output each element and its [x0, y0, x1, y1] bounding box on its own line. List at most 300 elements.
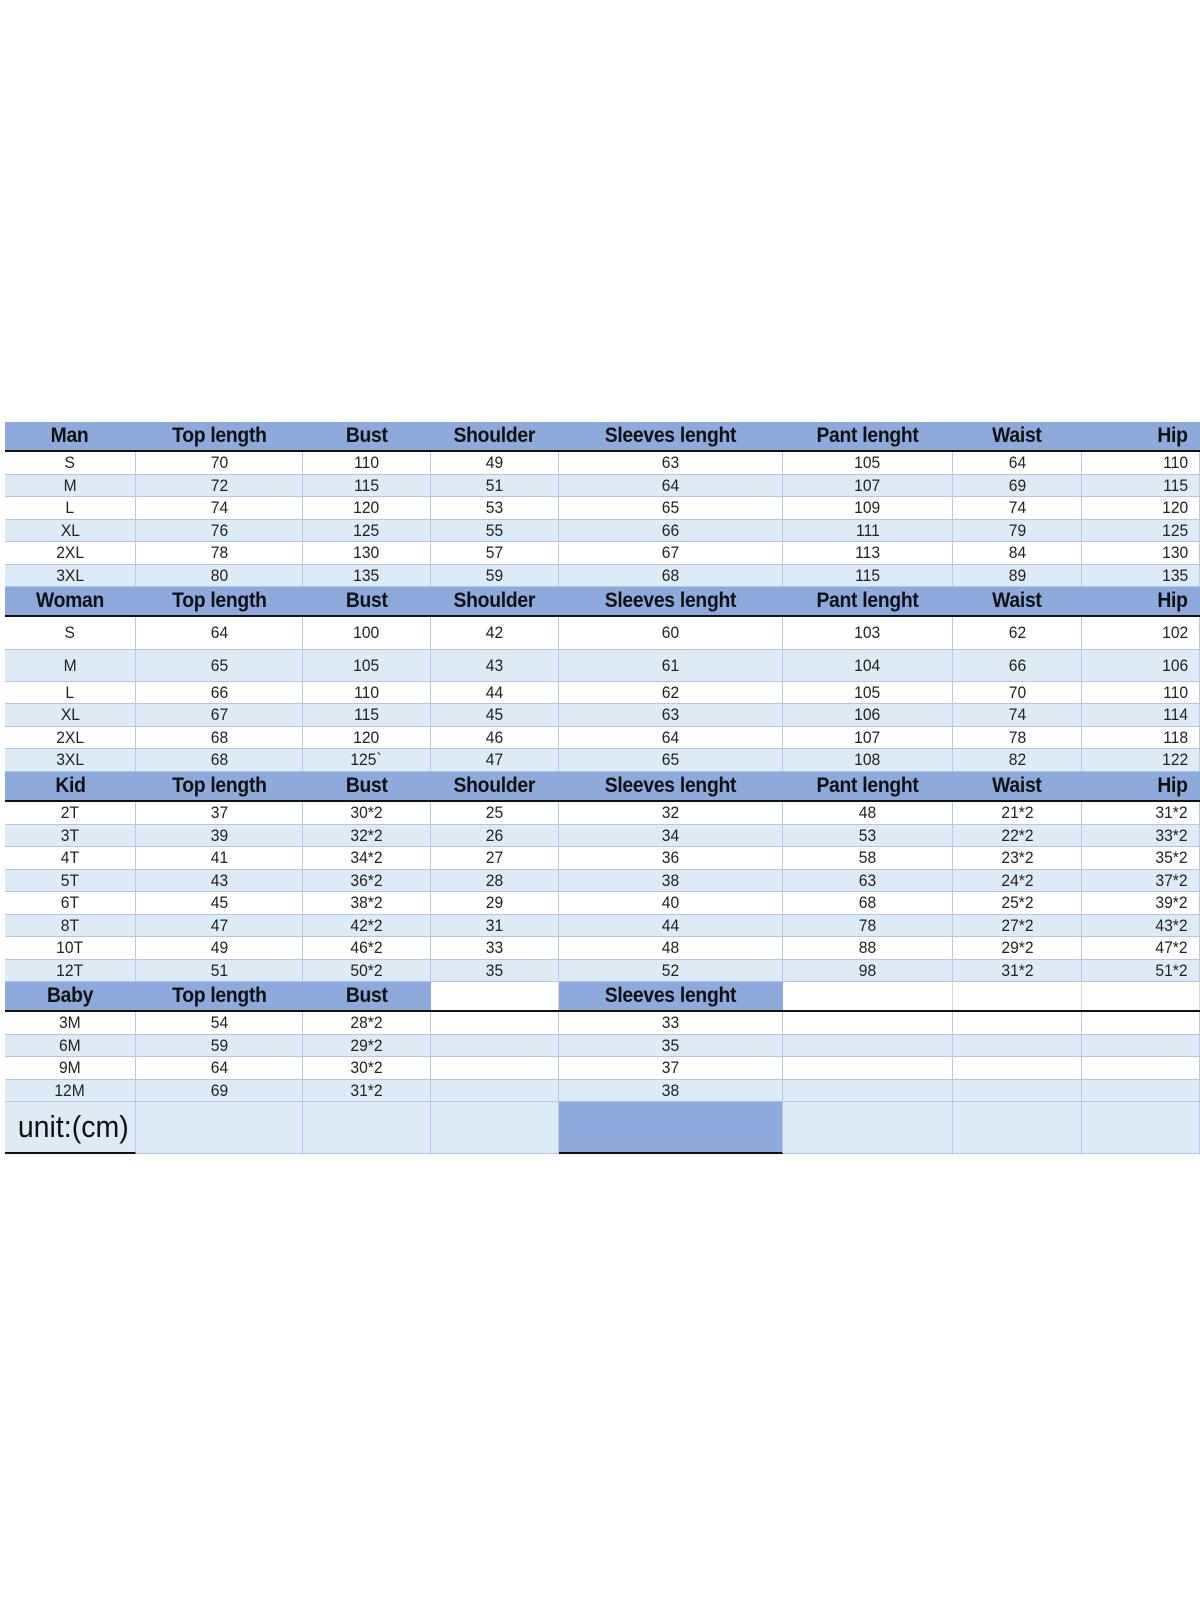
table-cell[interactable] [431, 475, 559, 497]
column-header-label: Sleeves lenght [604, 589, 737, 612]
table-cell[interactable] [5, 1080, 136, 1102]
cell-value: 68 [210, 727, 228, 747]
table-cell[interactable] [953, 727, 1082, 749]
cell-value: 68 [210, 750, 228, 769]
table-cell[interactable] [559, 1057, 783, 1080]
woman-header-cell[interactable] [783, 587, 953, 615]
table-cell[interactable] [783, 892, 953, 915]
empty-cell[interactable] [783, 1102, 953, 1154]
table-cell[interactable] [136, 542, 303, 565]
cell-value: 63 [858, 870, 877, 890]
kid-header-cell[interactable] [136, 772, 303, 800]
table-row [5, 825, 1200, 847]
table-cell[interactable] [953, 497, 1082, 520]
column-header-label: Hip [1157, 424, 1188, 447]
column-header-label: Bust [345, 984, 388, 1007]
table-cell[interactable] [303, 1057, 431, 1080]
man-header-cell[interactable] [953, 422, 1082, 450]
cell-value: 103 [854, 623, 881, 642]
table-row [5, 452, 1200, 475]
table-cell[interactable] [1082, 1035, 1200, 1057]
column-header-label: Waist [992, 589, 1042, 612]
table-cell[interactable] [559, 650, 783, 682]
table-cell[interactable] [136, 475, 303, 497]
table-cell[interactable] [559, 617, 783, 650]
column-header-label: Pant lenght [816, 424, 919, 447]
table-cell[interactable] [953, 915, 1082, 937]
table-cell[interactable] [559, 749, 783, 772]
cell-value: 27*2 [1000, 915, 1034, 935]
table-cell[interactable] [431, 542, 559, 565]
table-cell[interactable] [559, 802, 783, 825]
cell-value: 64 [210, 1058, 228, 1077]
table-cell[interactable] [5, 542, 136, 565]
table-cell[interactable] [303, 802, 431, 825]
table-cell[interactable] [559, 520, 783, 542]
highlighted-empty-cell[interactable] [559, 1102, 783, 1154]
table-row [5, 497, 1200, 520]
table-cell[interactable] [303, 497, 431, 520]
cell-value: 65 [210, 655, 228, 675]
table-cell[interactable] [136, 825, 303, 847]
table-cell[interactable] [953, 847, 1082, 870]
table-cell[interactable] [431, 1057, 559, 1080]
table-cell[interactable] [303, 1012, 431, 1035]
kid-header-cell[interactable] [5, 772, 136, 800]
table-cell[interactable] [136, 497, 303, 520]
empty-cell[interactable] [1082, 1102, 1200, 1154]
table-cell[interactable] [953, 650, 1082, 682]
table-cell[interactable] [5, 749, 136, 772]
kid-header-cell[interactable] [559, 772, 783, 800]
table-cell[interactable] [953, 870, 1082, 892]
table-cell[interactable] [5, 825, 136, 847]
table-cell[interactable] [5, 892, 136, 915]
table-cell[interactable] [559, 542, 783, 565]
table-cell[interactable] [559, 497, 783, 520]
table-cell[interactable] [136, 727, 303, 749]
unit-label: unit:(cm) [17, 1109, 129, 1144]
kid-header-cell[interactable] [953, 772, 1082, 800]
table-cell[interactable] [431, 1035, 559, 1057]
cell-value: XL [60, 705, 80, 724]
table-cell[interactable] [136, 802, 303, 825]
table-row [5, 1012, 1200, 1035]
table-cell[interactable] [953, 1080, 1082, 1102]
table-cell[interactable] [1082, 565, 1200, 587]
table-cell[interactable] [1082, 542, 1200, 565]
table-cell[interactable] [431, 892, 559, 915]
table-cell[interactable] [783, 847, 953, 870]
table-cell[interactable] [783, 1080, 953, 1102]
table-cell[interactable] [559, 1035, 783, 1057]
table-cell[interactable] [136, 1080, 303, 1102]
table-cell[interactable] [783, 960, 953, 982]
table-cell[interactable] [783, 704, 953, 727]
table-cell[interactable] [136, 960, 303, 982]
table-cell[interactable] [559, 915, 783, 937]
table-cell[interactable] [431, 825, 559, 847]
table-cell[interactable] [136, 915, 303, 937]
table-cell[interactable] [559, 452, 783, 475]
table-cell[interactable] [783, 1012, 953, 1035]
cell-value: 106 [854, 705, 881, 724]
table-cell[interactable] [303, 650, 431, 682]
woman-header-cell[interactable] [136, 587, 303, 615]
table-cell[interactable] [431, 650, 559, 682]
table-cell[interactable] [953, 565, 1082, 587]
table-cell[interactable] [1082, 475, 1200, 497]
cell-value: 35*2 [1155, 848, 1188, 867]
column-header-label: Shoulder [453, 589, 536, 612]
table-row [5, 847, 1200, 870]
table-cell[interactable] [559, 727, 783, 749]
cell-value: 38 [661, 1080, 680, 1100]
table-cell[interactable] [1082, 497, 1200, 520]
empty-cell[interactable] [303, 1102, 431, 1154]
table-cell[interactable] [953, 617, 1082, 650]
table-cell[interactable] [431, 1012, 559, 1035]
table-cell[interactable] [1082, 960, 1200, 982]
baby-header-cell[interactable] [5, 982, 136, 1010]
table-cell[interactable] [136, 704, 303, 727]
woman-header-cell[interactable] [559, 587, 783, 615]
table-cell[interactable] [1082, 650, 1200, 682]
cell-value: 65 [661, 498, 680, 517]
cell-value: 31*2 [1000, 960, 1034, 980]
baby-header-cell[interactable] [953, 982, 1082, 1010]
table-cell[interactable] [559, 565, 783, 587]
cell-value: 125 [1161, 520, 1188, 540]
table-cell[interactable] [953, 475, 1082, 497]
table-cell[interactable] [5, 960, 136, 982]
table-cell[interactable] [953, 1012, 1082, 1035]
table-cell[interactable] [559, 1080, 783, 1102]
table-cell[interactable] [953, 825, 1082, 847]
table-cell[interactable] [136, 1057, 303, 1080]
table-cell[interactable] [303, 565, 431, 587]
table-cell[interactable] [559, 825, 783, 847]
table-cell[interactable] [783, 520, 953, 542]
table-cell[interactable] [953, 452, 1082, 475]
table-cell[interactable] [783, 617, 953, 650]
table-cell[interactable] [953, 960, 1082, 982]
table-cell[interactable] [303, 1080, 431, 1102]
table-cell[interactable] [431, 870, 559, 892]
baby-header-cell[interactable] [1082, 982, 1200, 1010]
cell-value: 34*2 [350, 848, 383, 867]
table-cell[interactable] [1082, 749, 1200, 772]
table-cell[interactable] [136, 937, 303, 960]
table-cell[interactable] [431, 497, 559, 520]
table-cell[interactable] [136, 892, 303, 915]
baby-header-cell[interactable] [136, 982, 303, 1010]
table-cell[interactable] [5, 497, 136, 520]
cell-value: 78 [210, 543, 228, 562]
table-cell[interactable] [559, 847, 783, 870]
table-cell[interactable] [1082, 520, 1200, 542]
table-cell[interactable] [5, 617, 136, 650]
table-cell[interactable] [431, 915, 559, 937]
column-header-label: Shoulder [453, 774, 536, 797]
cell-value: 74 [1008, 498, 1026, 517]
table-cell[interactable] [136, 870, 303, 892]
cell-value: 39*2 [1155, 893, 1188, 912]
table-cell[interactable] [953, 1035, 1082, 1057]
table-cell[interactable] [783, 915, 953, 937]
table-cell[interactable] [783, 565, 953, 587]
table-cell[interactable] [783, 475, 953, 497]
column-header-label: Woman [35, 589, 105, 612]
cell-value: 27 [485, 848, 504, 867]
table-cell[interactable] [303, 749, 431, 772]
man-header-cell[interactable] [136, 422, 303, 450]
table-cell[interactable] [1082, 825, 1200, 847]
table-cell[interactable] [136, 1012, 303, 1035]
cell-value: 66 [1008, 655, 1026, 675]
table-cell[interactable] [559, 892, 783, 915]
cell-value: 55 [485, 520, 504, 540]
cell-value: 4T [60, 848, 80, 867]
table-cell[interactable] [1082, 452, 1200, 475]
table-cell[interactable] [136, 565, 303, 587]
empty-cell[interactable] [431, 1102, 559, 1154]
cell-value: 29*2 [350, 1035, 383, 1055]
cell-value: 23*2 [1000, 848, 1034, 867]
table-cell[interactable] [953, 682, 1082, 704]
table-cell[interactable] [783, 452, 953, 475]
table-cell[interactable] [953, 520, 1082, 542]
column-header-label: Top length [171, 424, 267, 447]
cell-value: 107 [854, 727, 881, 747]
baby-header-cell[interactable] [559, 982, 783, 1010]
column-header-label: Hip [1157, 589, 1188, 612]
table-cell[interactable] [783, 870, 953, 892]
table-cell[interactable] [1082, 727, 1200, 749]
cell-value: 66 [210, 682, 228, 702]
column-header-label: Pant lenght [816, 774, 919, 797]
table-cell[interactable] [303, 825, 431, 847]
table-cell[interactable] [303, 452, 431, 475]
table-cell[interactable] [783, 825, 953, 847]
table-cell[interactable] [559, 937, 783, 960]
cell-value: 61 [661, 655, 680, 675]
cell-value: 110 [354, 453, 379, 472]
baby-header-cell[interactable] [303, 982, 431, 1010]
table-row [5, 565, 1200, 587]
column-header-label: Bust [345, 589, 388, 612]
table-cell[interactable] [5, 475, 136, 497]
table-cell[interactable] [783, 1035, 953, 1057]
table-cell[interactable] [136, 749, 303, 772]
table-cell[interactable] [303, 727, 431, 749]
table-cell[interactable] [431, 802, 559, 825]
table-cell[interactable] [783, 682, 953, 704]
table-cell[interactable] [303, 960, 431, 982]
table-cell[interactable] [1082, 1057, 1200, 1080]
table-cell[interactable] [136, 650, 303, 682]
table-cell[interactable] [431, 452, 559, 475]
table-cell[interactable] [5, 937, 136, 960]
table-cell[interactable] [783, 937, 953, 960]
table-cell[interactable] [431, 749, 559, 772]
table-cell[interactable] [1082, 915, 1200, 937]
table-cell[interactable] [559, 475, 783, 497]
table-cell[interactable] [431, 617, 559, 650]
cell-value: 64 [1008, 453, 1026, 472]
table-cell[interactable] [136, 1035, 303, 1057]
table-cell[interactable] [559, 682, 783, 704]
woman-header-cell[interactable] [1082, 587, 1200, 615]
cell-value: 59 [210, 1035, 228, 1055]
table-cell[interactable] [431, 727, 559, 749]
table-row [5, 892, 1200, 915]
table-cell[interactable] [303, 617, 431, 650]
table-cell[interactable] [559, 870, 783, 892]
table-cell[interactable] [303, 1035, 431, 1057]
column-header-label: Top length [171, 589, 267, 612]
table-cell[interactable] [783, 1057, 953, 1080]
table-cell[interactable] [431, 1080, 559, 1102]
table-cell[interactable] [5, 1035, 136, 1057]
table-cell[interactable] [1082, 937, 1200, 960]
cell-value: 3XL [56, 750, 84, 769]
cell-value: 29*2 [1000, 938, 1034, 957]
table-cell[interactable] [5, 452, 136, 475]
table-cell[interactable] [953, 937, 1082, 960]
table-cell[interactable] [783, 749, 953, 772]
kid-header-cell[interactable] [431, 772, 559, 800]
table-cell[interactable] [5, 915, 136, 937]
table-cell[interactable] [559, 960, 783, 982]
man-header-cell[interactable] [1082, 422, 1200, 450]
table-cell[interactable] [303, 870, 431, 892]
cell-value: 3T [60, 825, 80, 845]
table-cell[interactable] [303, 847, 431, 870]
cell-value: 51 [485, 475, 504, 495]
table-cell[interactable] [431, 937, 559, 960]
woman-header-cell[interactable] [953, 587, 1082, 615]
table-cell[interactable] [136, 452, 303, 475]
table-cell[interactable] [5, 520, 136, 542]
table-cell[interactable] [783, 542, 953, 565]
cell-value: 65 [661, 750, 680, 769]
table-cell[interactable] [431, 704, 559, 727]
table-cell[interactable] [136, 617, 303, 650]
baby-header-cell[interactable] [431, 982, 559, 1010]
table-cell[interactable] [953, 704, 1082, 727]
cell-value: L [65, 682, 75, 702]
table-cell[interactable] [431, 520, 559, 542]
cell-value: 78 [858, 915, 877, 935]
woman-header-cell[interactable] [431, 587, 559, 615]
man-header-cell[interactable] [783, 422, 953, 450]
table-cell[interactable] [5, 870, 136, 892]
kid-header-cell[interactable] [783, 772, 953, 800]
table-cell[interactable] [5, 704, 136, 727]
man-header-cell[interactable] [303, 422, 431, 450]
cell-value: 82 [1008, 750, 1026, 769]
cell-value: 37*2 [1155, 870, 1188, 890]
table-cell[interactable] [1082, 1080, 1200, 1102]
table-cell[interactable] [136, 520, 303, 542]
table-cell[interactable] [303, 682, 431, 704]
table-cell[interactable] [5, 682, 136, 704]
baby-header-cell[interactable] [783, 982, 953, 1010]
table-cell[interactable] [303, 704, 431, 727]
table-cell[interactable] [1082, 682, 1200, 704]
empty-cell[interactable] [953, 1102, 1082, 1154]
table-cell[interactable] [431, 565, 559, 587]
table-cell[interactable] [431, 960, 559, 982]
cell-value: 52 [661, 960, 680, 980]
cell-value: 40 [661, 893, 680, 912]
kid-header-cell[interactable] [303, 772, 431, 800]
table-cell[interactable] [136, 682, 303, 704]
man-header-cell[interactable] [431, 422, 559, 450]
table-cell[interactable] [1082, 892, 1200, 915]
table-cell[interactable] [953, 542, 1082, 565]
table-row [5, 650, 1200, 682]
table-cell[interactable] [5, 650, 136, 682]
table-cell[interactable] [5, 847, 136, 870]
man-header-row [5, 422, 1200, 452]
table-cell[interactable] [431, 847, 559, 870]
table-cell[interactable] [1082, 704, 1200, 727]
cell-value: 25*2 [1000, 893, 1034, 912]
table-cell[interactable] [953, 749, 1082, 772]
table-cell[interactable] [5, 802, 136, 825]
woman-header-cell[interactable] [303, 587, 431, 615]
table-cell[interactable] [303, 475, 431, 497]
table-cell[interactable] [1082, 617, 1200, 650]
man-header-cell[interactable] [5, 422, 136, 450]
cell-value: 120 [353, 498, 380, 517]
table-cell[interactable] [136, 847, 303, 870]
cell-value: 115 [855, 565, 880, 585]
table-cell[interactable] [1082, 802, 1200, 825]
table-cell[interactable] [303, 892, 431, 915]
table-cell[interactable] [5, 727, 136, 749]
table-cell[interactable] [303, 520, 431, 542]
table-cell[interactable] [5, 1057, 136, 1080]
empty-cell[interactable] [136, 1102, 303, 1154]
table-cell[interactable] [303, 937, 431, 960]
table-cell[interactable] [559, 704, 783, 727]
table-cell[interactable] [783, 727, 953, 749]
table-cell[interactable] [303, 915, 431, 937]
man-header-cell[interactable] [559, 422, 783, 450]
table-cell[interactable] [783, 650, 953, 682]
table-cell[interactable] [953, 1057, 1082, 1080]
cell-value: 106 [1161, 655, 1188, 675]
table-cell[interactable] [783, 497, 953, 520]
table-cell[interactable] [953, 892, 1082, 915]
table-cell[interactable] [303, 542, 431, 565]
table-cell[interactable] [1082, 870, 1200, 892]
table-cell[interactable] [5, 565, 136, 587]
woman-header-cell[interactable] [5, 587, 136, 615]
table-cell[interactable] [783, 802, 953, 825]
table-cell[interactable] [1082, 1012, 1200, 1035]
table-cell[interactable] [431, 682, 559, 704]
table-cell[interactable] [1082, 847, 1200, 870]
table-cell[interactable] [5, 1012, 136, 1035]
kid-header-cell[interactable] [1082, 772, 1200, 800]
unit-label-cell[interactable] [5, 1102, 136, 1154]
table-cell[interactable] [953, 802, 1082, 825]
table-cell[interactable] [559, 1012, 783, 1035]
